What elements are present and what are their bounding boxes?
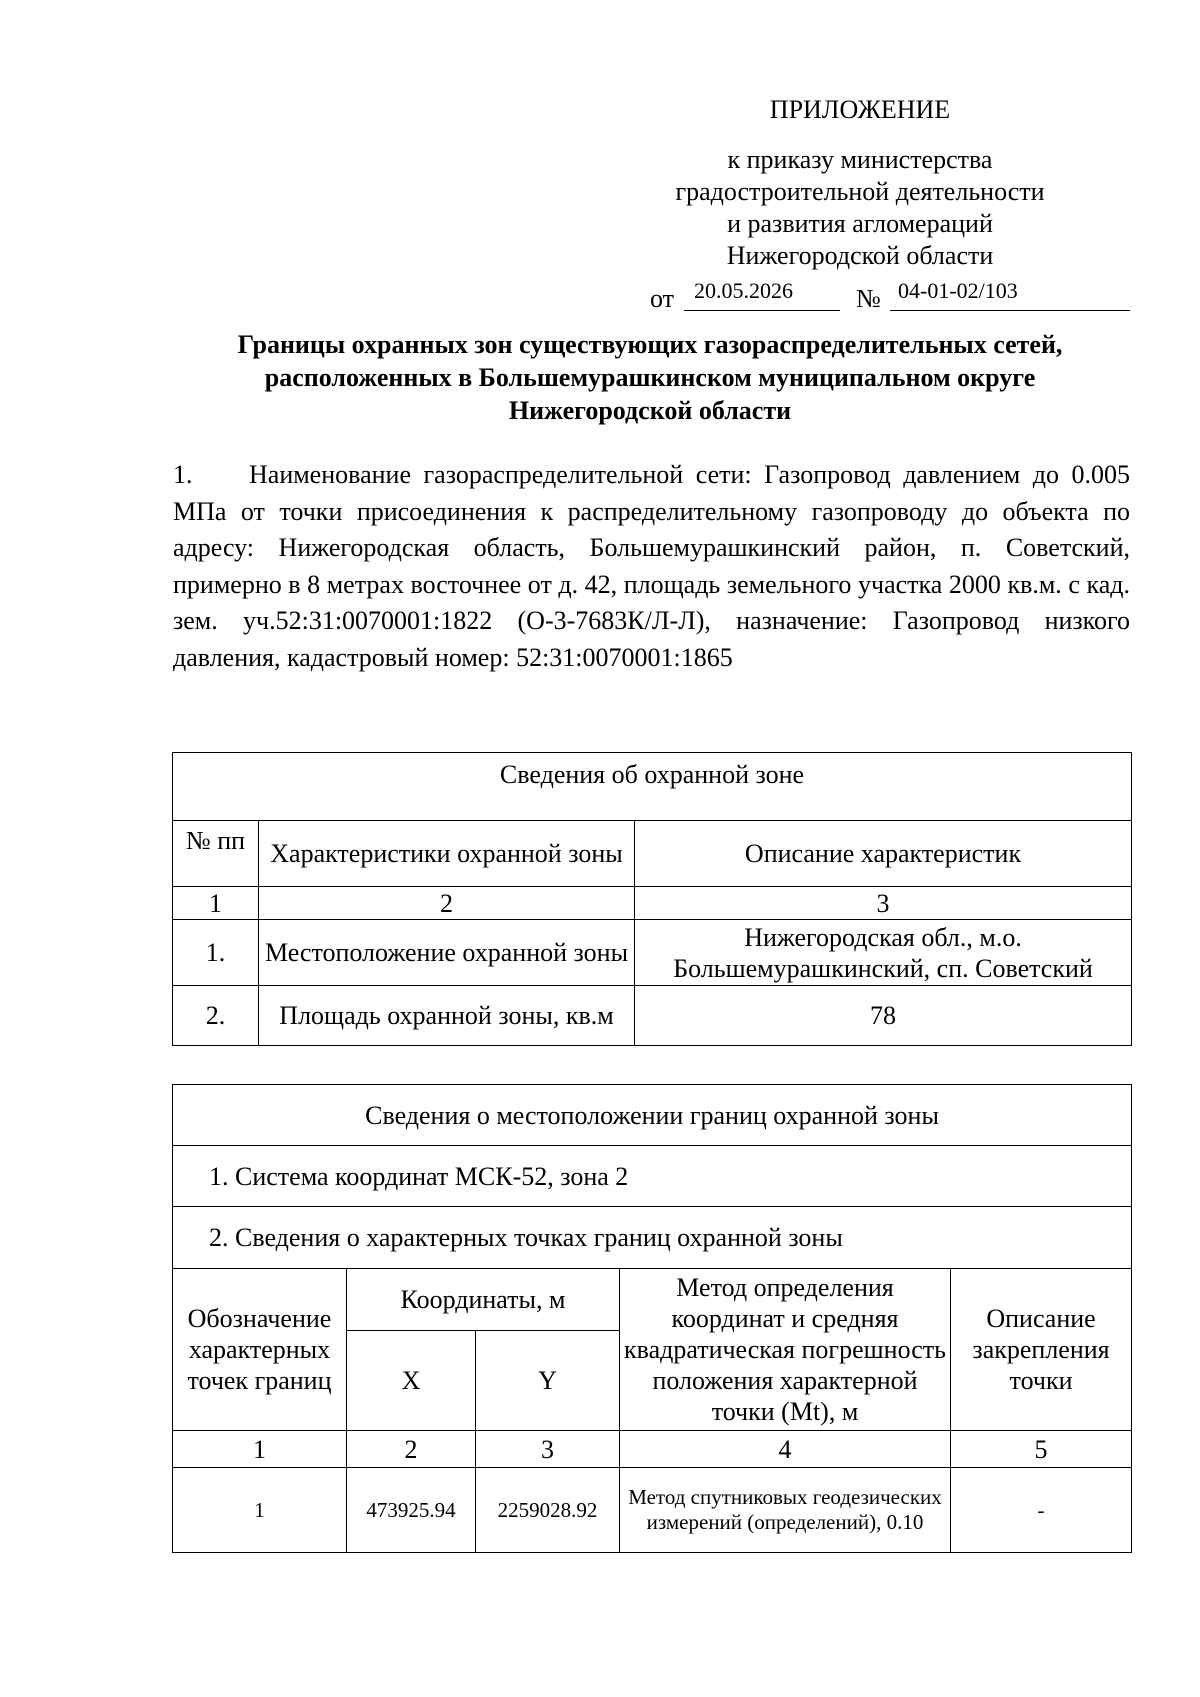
item-text: Наименование газораспределительной сети: Газопровод давлением до 0.005 МПа от точки присоединения к распределительному газопроводу до объекта по адресу: Нижегородская область, Большемурашкинский район, п. Советский, примерно в 8 метрах восточнее от д. 42, площадь земельного участка 2000 кв.м. с кад. зем. уч.52:31:0070001:1822 (О-3-7683К/Л-Л), назначение: Газопровод низкого давления, кадастровый номер: 52:31:0070001:1865: [173, 460, 1130, 672]
header-characteristic: Характеристики охранной зоны: [259, 821, 635, 887]
header-description: Описание характеристик: [635, 821, 1132, 887]
point-method: Метод спутниковых геодезических измерений (определений), 0.10: [620, 1468, 951, 1553]
boundary-table: [172, 1084, 1132, 1553]
row-value: 78: [635, 986, 1132, 1046]
number-label: №: [856, 284, 881, 313]
points-section-title: 2. Сведения о характерных точках границ охранной зоны: [173, 1207, 1132, 1269]
col-number: 5: [951, 1431, 1132, 1468]
protection-zone-table: [172, 752, 1132, 1046]
col-number: 3: [476, 1431, 620, 1468]
order-date: 20.05.2026: [694, 278, 793, 303]
zone-table-title: Сведения об охранной зоне: [173, 753, 1132, 821]
annex-header: [590, 94, 1130, 272]
coordinate-system: 1. Система координат МСК-52, зона 2: [173, 1146, 1132, 1207]
point-id: 1: [173, 1468, 347, 1553]
header-coordinates: Координаты, м: [347, 1269, 620, 1331]
header-x: X: [347, 1331, 476, 1431]
boundary-table-title: Сведения о местоположении границ охранной зоны: [173, 1085, 1132, 1146]
col-number: 3: [635, 887, 1132, 920]
from-label: от: [650, 284, 675, 313]
annex-line: к приказу министерства: [727, 145, 993, 174]
point-x: 473925.94: [347, 1468, 476, 1553]
title-line: расположенных в Большемурашкинском муниципальном округе: [264, 363, 1036, 392]
row-num: 1.: [173, 920, 259, 986]
point-fixing: -: [951, 1468, 1132, 1553]
col-number: 1: [173, 887, 259, 920]
document-title: [170, 328, 1130, 427]
item-1-paragraph: [173, 457, 1130, 676]
row-value: Нижегородская обл., м.о. Большемурашкинский, сп. Советский: [635, 920, 1132, 986]
row-num: 2.: [173, 986, 259, 1046]
header-fixing: Описание закрепления точки: [951, 1269, 1132, 1431]
col-number: 4: [620, 1431, 951, 1468]
header-num: № пп: [173, 821, 259, 887]
annex-title: ПРИЛОЖЕНИЕ: [769, 95, 951, 124]
row-name: Площадь охранной зоны, кв.м: [259, 986, 635, 1046]
date-underline: [684, 310, 840, 311]
order-number: 04-01-02/103: [898, 278, 1018, 303]
header-method: Метод определения координат и средняя квадратическая погрешность положения характерной точки (Mt), м: [620, 1269, 951, 1431]
annex-line: Нижегородской области: [726, 241, 994, 270]
title-line: Нижегородской области: [508, 396, 792, 425]
header-point: Обозначение характерных точек границ: [173, 1269, 347, 1431]
order-date-number: [650, 272, 1130, 312]
col-number: 2: [347, 1431, 476, 1468]
col-number: 2: [259, 887, 635, 920]
number-underline: [890, 310, 1130, 311]
header-y: Y: [476, 1331, 620, 1431]
row-name: Местоположение охранной зоны: [259, 920, 635, 986]
title-line: Границы охранных зон существующих газораспределительных сетей,: [237, 330, 1063, 359]
annex-line: и развития агломераций: [727, 209, 993, 238]
col-number: 1: [173, 1431, 347, 1468]
item-number: 1.: [173, 460, 193, 489]
annex-line: градостроительной деятельности: [675, 177, 1045, 206]
point-y: 2259028.92: [476, 1468, 620, 1553]
